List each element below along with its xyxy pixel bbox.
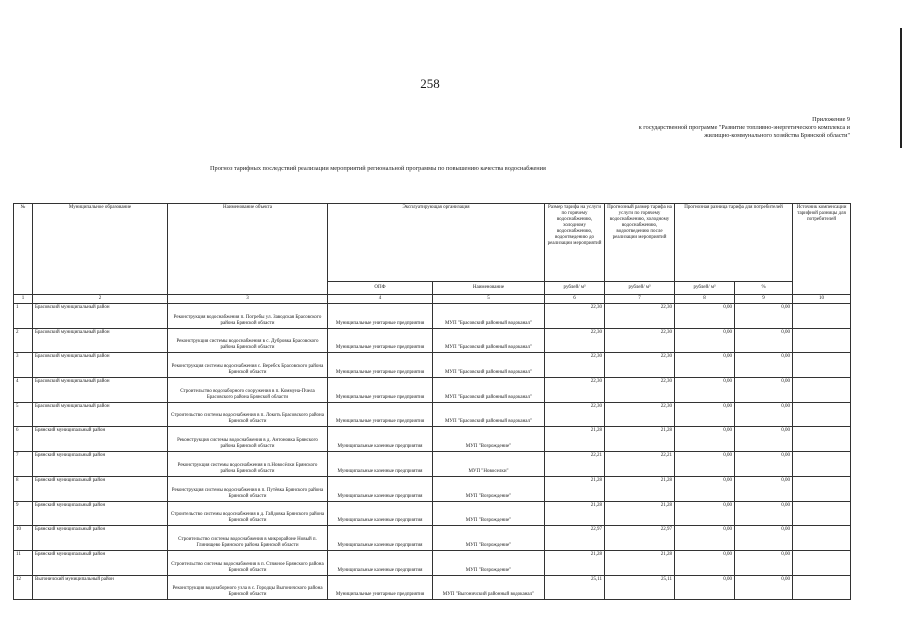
organization-cell: МУП "Новоселки" bbox=[433, 452, 545, 477]
row-number: 2 bbox=[14, 328, 33, 353]
header-opf: ОПФ bbox=[328, 282, 433, 295]
header-unit-diff: рублей/ м³ bbox=[675, 282, 735, 295]
organization-cell: МУП "Брасовский районный водоканал" bbox=[433, 402, 545, 427]
organization-cell: МУП "Возрождение" bbox=[433, 526, 545, 551]
municipality-cell: Брасовский муниципальный район bbox=[33, 304, 168, 329]
difference-rub-cell: 0,00 bbox=[675, 427, 735, 452]
object-name-cell: Строительство системы водоснабжения в микрорайоне Новый п. Глинищево Брянского района Брянской области bbox=[168, 526, 328, 551]
difference-rub-cell: 0,00 bbox=[675, 378, 735, 403]
object-name-cell: Строительство системы водоснабжения в д. Гайдовка Брянского района Брянской области bbox=[168, 501, 328, 526]
difference-rub-cell: 0,00 bbox=[675, 526, 735, 551]
tariff-after-cell: 21,28 bbox=[605, 476, 675, 501]
column-index: 6 bbox=[545, 295, 605, 304]
opf-cell: Муниципальные унитарные предприятия bbox=[328, 304, 433, 329]
organization-cell: МУП "Возрождение" bbox=[433, 550, 545, 575]
header-operator: Эксплуатирующая организация bbox=[328, 204, 545, 282]
organization-cell: МУП "Возрождение" bbox=[433, 427, 545, 452]
appendix-line-1: Приложение 9 bbox=[812, 116, 850, 123]
table-row bbox=[14, 402, 851, 427]
page-edge-line bbox=[900, 28, 902, 148]
object-name-cell: Реконструкция системы водоснабжения в п.Новосёлки Брянского района Брянской области bbox=[168, 452, 328, 477]
difference-rub-cell: 0,00 bbox=[675, 550, 735, 575]
difference-rub-cell: 0,00 bbox=[675, 501, 735, 526]
appendix-line-2: к государственной программе "Развитие топливно-энергетического комплекса и bbox=[638, 124, 850, 131]
row-number: 9 bbox=[14, 501, 33, 526]
header-unit-before: рублей/ м³ bbox=[545, 282, 605, 295]
column-index: 5 bbox=[433, 295, 545, 304]
organization-cell: МУП "Возрождение" bbox=[433, 476, 545, 501]
opf-cell: Муниципальные унитарные предприятия bbox=[328, 353, 433, 378]
source-cell bbox=[793, 353, 851, 378]
object-name-cell: Реконструкция водоснабжения п. Погребы ул. Заводская Брасовского района Брянской области bbox=[168, 304, 328, 329]
header-unit-pct: % bbox=[735, 282, 793, 295]
row-number: 4 bbox=[14, 378, 33, 403]
tariff-after-cell: 22,30 bbox=[605, 378, 675, 403]
header-object: Наименование объекта bbox=[168, 204, 328, 295]
source-cell bbox=[793, 550, 851, 575]
source-cell bbox=[793, 526, 851, 551]
tariff-before-cell: 22,30 bbox=[545, 304, 605, 329]
object-name-cell: Реконструкция системы водоснабжения в д. Антоновка Брянского района Брянской области bbox=[168, 427, 328, 452]
header-org-name: Наименование bbox=[433, 282, 545, 295]
municipality-cell: Брянский муниципальный район bbox=[33, 526, 168, 551]
source-cell bbox=[793, 328, 851, 353]
object-name-cell: Реконструкция системы водоснабжения в с. Дубровка Брасовского района Брянской области bbox=[168, 328, 328, 353]
difference-pct-cell: 0,00 bbox=[735, 452, 793, 477]
tariff-after-cell: 25,11 bbox=[605, 575, 675, 600]
municipality-cell: Брянский муниципальный район bbox=[33, 476, 168, 501]
difference-pct-cell: 0,00 bbox=[735, 575, 793, 600]
difference-pct-cell: 0,00 bbox=[735, 526, 793, 551]
tariff-after-cell: 22,21 bbox=[605, 452, 675, 477]
column-index: 2 bbox=[33, 295, 168, 304]
table-row bbox=[14, 476, 851, 501]
municipality-cell: Брасовский муниципальный район bbox=[33, 402, 168, 427]
difference-pct-cell: 0,00 bbox=[735, 304, 793, 329]
organization-cell: МУП "Брасовский районный водоканал" bbox=[433, 328, 545, 353]
row-number: 1 bbox=[14, 304, 33, 329]
row-number: 10 bbox=[14, 526, 33, 551]
difference-rub-cell: 0,00 bbox=[675, 476, 735, 501]
row-number: 11 bbox=[14, 550, 33, 575]
table-row bbox=[14, 526, 851, 551]
column-index: 10 bbox=[793, 295, 851, 304]
difference-rub-cell: 0,00 bbox=[675, 304, 735, 329]
header-tariff-before: Размер тарифа на услуги по горячему водоснабжению, холодному водоснабжению, водоотведению до реализации мероприятий bbox=[545, 204, 605, 282]
opf-cell: Муниципальные казенные предприятия bbox=[328, 427, 433, 452]
municipality-cell: Брянский муниципальный район bbox=[33, 427, 168, 452]
row-number: 8 bbox=[14, 476, 33, 501]
table-row bbox=[14, 550, 851, 575]
opf-cell: Муниципальные унитарные предприятия bbox=[328, 402, 433, 427]
municipality-cell: Брянский муниципальный район bbox=[33, 550, 168, 575]
header-num: № bbox=[14, 204, 33, 295]
difference-rub-cell: 0,00 bbox=[675, 402, 735, 427]
difference-rub-cell: 0,00 bbox=[675, 328, 735, 353]
row-number: 6 bbox=[14, 427, 33, 452]
object-name-cell: Строительство системы водоснабжения в п. Локоть Брасовского района Брянской области bbox=[168, 402, 328, 427]
difference-rub-cell: 0,00 bbox=[675, 575, 735, 600]
tariff-before-cell: 22,30 bbox=[545, 353, 605, 378]
source-cell bbox=[793, 304, 851, 329]
organization-cell: МУП "Брасовский районный водоканал" bbox=[433, 304, 545, 329]
municipality-cell: Выгоничский муниципальный район bbox=[33, 575, 168, 600]
table-row bbox=[14, 378, 851, 403]
object-name-cell: Строительство системы водоснабжения в п. Стяжное Брянского района Брянской области bbox=[168, 550, 328, 575]
organization-cell: МУП "Возрождение" bbox=[433, 501, 545, 526]
table-row bbox=[14, 304, 851, 329]
tariff-before-cell: 22,21 bbox=[545, 452, 605, 477]
table-row bbox=[14, 452, 851, 477]
table-row bbox=[14, 427, 851, 452]
source-cell bbox=[793, 501, 851, 526]
source-cell bbox=[793, 402, 851, 427]
table-row bbox=[14, 501, 851, 526]
difference-rub-cell: 0,00 bbox=[675, 353, 735, 378]
tariff-before-cell: 22,30 bbox=[545, 328, 605, 353]
opf-cell: Муниципальные унитарные предприятия bbox=[328, 378, 433, 403]
appendix-line-3: жилищно-коммунального хозяйства Брянской области" bbox=[704, 132, 850, 139]
header-municipality: Муниципальное образование bbox=[33, 204, 168, 295]
column-index: 1 bbox=[14, 295, 33, 304]
difference-pct-cell: 0,00 bbox=[735, 550, 793, 575]
column-index: 8 bbox=[675, 295, 735, 304]
column-index: 4 bbox=[328, 295, 433, 304]
municipality-cell: Брянский муниципальный район bbox=[33, 501, 168, 526]
opf-cell: Муниципальные казенные предприятия bbox=[328, 501, 433, 526]
opf-cell: Муниципальные унитарные предприятия bbox=[328, 575, 433, 600]
object-name-cell: Реконструкция системы водоснабжения с. Веребск Брасовского района Брянской области bbox=[168, 353, 328, 378]
tariff-before-cell: 21,28 bbox=[545, 427, 605, 452]
opf-cell: Муниципальные казенные предприятия bbox=[328, 550, 433, 575]
difference-pct-cell: 0,00 bbox=[735, 427, 793, 452]
header-tariff-after: Прогнозный размер тарифа на услуги по горячему водоснабжению, холодному водоснабжению, водоотведению после реализации мероприятий bbox=[605, 204, 675, 282]
tariff-before-cell: 25,11 bbox=[545, 575, 605, 600]
municipality-cell: Брасовский муниципальный район bbox=[33, 328, 168, 353]
header-difference: Прогнозная разница тарифа для потребителей bbox=[675, 204, 793, 282]
difference-pct-cell: 0,00 bbox=[735, 476, 793, 501]
municipality-cell: Брасовский муниципальный район bbox=[33, 353, 168, 378]
page-number: 258 bbox=[420, 76, 440, 91]
column-index: 3 bbox=[168, 295, 328, 304]
difference-pct-cell: 0,00 bbox=[735, 501, 793, 526]
row-number: 5 bbox=[14, 402, 33, 427]
column-index: 9 bbox=[735, 295, 793, 304]
header-source: Источник компенсации тарифной разницы для потребителей bbox=[793, 204, 851, 295]
document-title: Прогноз тарифных последствий реализации мероприятий региональной программы по повышению качества водоснабжения bbox=[210, 165, 546, 172]
appendix-header bbox=[330, 116, 850, 140]
tariff-before-cell: 21,28 bbox=[545, 476, 605, 501]
tariff-before-cell: 22,97 bbox=[545, 526, 605, 551]
tariff-after-cell: 22,30 bbox=[605, 353, 675, 378]
municipality-cell: Брянский муниципальный район bbox=[33, 452, 168, 477]
organization-cell: МУП "Выгоничский районный водоканал" bbox=[433, 575, 545, 600]
object-name-cell: Реконструкция водозаборного узла в с. Городцы Выгоничского района Брянской области bbox=[168, 575, 328, 600]
table-row bbox=[14, 353, 851, 378]
source-cell bbox=[793, 452, 851, 477]
tariff-forecast-table bbox=[13, 203, 851, 600]
organization-cell: МУП "Брасовский районный водоканал" bbox=[433, 353, 545, 378]
source-cell bbox=[793, 378, 851, 403]
row-number: 7 bbox=[14, 452, 33, 477]
header-unit-after: рублей/ м³ bbox=[605, 282, 675, 295]
tariff-before-cell: 22,30 bbox=[545, 378, 605, 403]
difference-rub-cell: 0,00 bbox=[675, 452, 735, 477]
source-cell bbox=[793, 427, 851, 452]
row-number: 12 bbox=[14, 575, 33, 600]
object-name-cell: Строительство водозаборного сооружения в п. Коммуна-Пчела Брасовского района Брянской области bbox=[168, 378, 328, 403]
difference-pct-cell: 0,00 bbox=[735, 353, 793, 378]
row-number: 3 bbox=[14, 353, 33, 378]
opf-cell: Муниципальные казенные предприятия bbox=[328, 476, 433, 501]
source-cell bbox=[793, 575, 851, 600]
table-row bbox=[14, 575, 851, 600]
tariff-before-cell: 21,28 bbox=[545, 501, 605, 526]
tariff-after-cell: 22,97 bbox=[605, 526, 675, 551]
tariff-after-cell: 21,28 bbox=[605, 550, 675, 575]
source-cell bbox=[793, 476, 851, 501]
tariff-after-cell: 22,30 bbox=[605, 402, 675, 427]
opf-cell: Муниципальные казенные предприятия bbox=[328, 452, 433, 477]
column-index: 7 bbox=[605, 295, 675, 304]
difference-pct-cell: 0,00 bbox=[735, 328, 793, 353]
opf-cell: Муниципальные унитарные предприятия bbox=[328, 328, 433, 353]
difference-pct-cell: 0,00 bbox=[735, 378, 793, 403]
tariff-before-cell: 21,28 bbox=[545, 550, 605, 575]
tariff-after-cell: 21,28 bbox=[605, 427, 675, 452]
object-name-cell: Реконструкция системы водоснабжения в п. Путёвка Брянского района Брянской области bbox=[168, 476, 328, 501]
opf-cell: Муниципальные казенные предприятия bbox=[328, 526, 433, 551]
municipality-cell: Брасовский муниципальный район bbox=[33, 378, 168, 403]
difference-pct-cell: 0,00 bbox=[735, 402, 793, 427]
organization-cell: МУП "Брасовский районный водоканал" bbox=[433, 378, 545, 403]
table-row bbox=[14, 328, 851, 353]
tariff-after-cell: 21,28 bbox=[605, 501, 675, 526]
tariff-after-cell: 22,30 bbox=[605, 304, 675, 329]
tariff-before-cell: 22,30 bbox=[545, 402, 605, 427]
tariff-after-cell: 22,30 bbox=[605, 328, 675, 353]
